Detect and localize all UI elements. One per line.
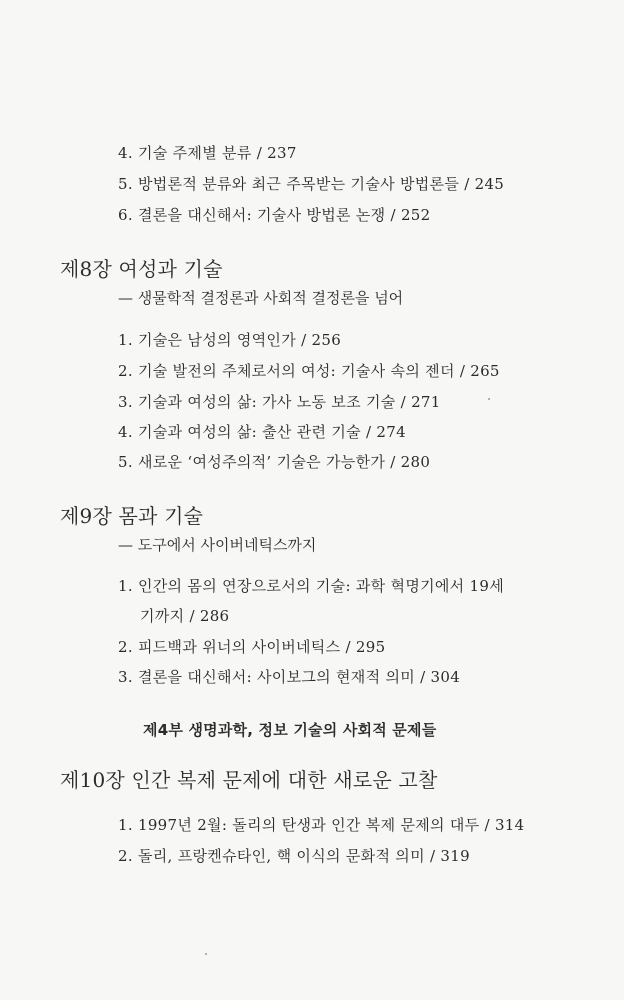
toc-entry: 4. 기술 주제별 분류 / 237 — [118, 144, 297, 162]
part-4-heading: 제4부 생명과학, 정보 기술의 사회적 문제들 — [143, 721, 437, 739]
toc-entry: 2. 돌리, 프랑켄슈타인, 핵 이식의 문화적 의미 / 319 — [118, 847, 470, 865]
chapter-8-title: 제8장 여성과 기술 — [60, 257, 223, 281]
toc-entry: 6. 결론을 대신해서: 기술사 방법론 논쟁 / 252 — [118, 206, 431, 224]
toc-entry: 1. 1997년 2월: 돌리의 탄생과 인간 복제 문제의 대두 / 314 — [118, 816, 525, 834]
toc-entry: 5. 새로운 ‘여성주의적’ 기술은 가능한가 / 280 — [118, 453, 431, 471]
toc-entry: 2. 피드백과 위너의 사이버네틱스 / 295 — [118, 638, 386, 656]
paper-speck — [488, 398, 490, 400]
toc-entry: 2. 기술 발전의 주체로서의 여성: 기술사 속의 젠더 / 265 — [118, 362, 500, 380]
chapter-9-title: 제9장 몸과 기술 — [60, 504, 204, 528]
chapter-9-subtitle: — 도구에서 사이버네틱스까지 — [118, 536, 317, 554]
toc-entry: 5. 방법론적 분류와 최근 주목받는 기술사 방법론들 / 245 — [118, 175, 505, 193]
toc-entry: 1. 기술은 남성의 영역인가 / 256 — [118, 331, 342, 349]
toc-entry: 1. 인간의 몸의 연장으로서의 기술: 과학 혁명기에서 19세 — [118, 577, 505, 595]
toc-entry: 4. 기술과 여성의 삶: 출산 관련 기술 / 274 — [118, 423, 406, 441]
toc-entry: 3. 기술과 여성의 삶: 가사 노동 보조 기술 / 271 — [118, 393, 441, 411]
chapter-8-subtitle: — 생물학적 결정론과 사회적 결정론을 넘어 — [118, 289, 404, 307]
paper-speck — [205, 953, 207, 955]
toc-entry: 3. 결론을 대신해서: 사이보그의 현재적 의미 / 304 — [118, 668, 461, 686]
chapter-10-title: 제10장 인간 복제 문제에 대한 새로운 고찰 — [60, 768, 438, 792]
toc-entry-continuation: 기까지 / 286 — [140, 607, 230, 625]
